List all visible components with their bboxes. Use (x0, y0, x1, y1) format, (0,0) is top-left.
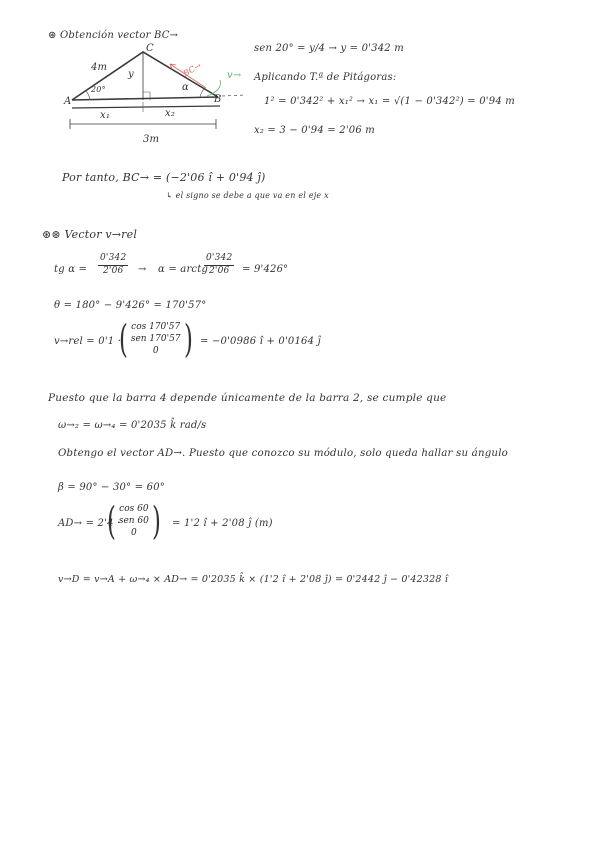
vertex-label-A: A (64, 96, 72, 107)
tg-alpha-numerator: 0'342 (98, 254, 128, 266)
angle-A-label: 20° (91, 85, 106, 94)
bc-result: Por tanto, BC→ = (−2'06 î + 0'94 ĵ) (62, 171, 266, 184)
vrel-component-z: 0 (152, 346, 159, 357)
angle-B-label: α (182, 82, 189, 93)
vrel-component-sen: sen 170'57 (130, 333, 181, 344)
side-length-label: 4m (91, 62, 108, 73)
x2-label: x₂ (165, 108, 176, 119)
section1-bullet: ⊛ (48, 30, 57, 41)
bc-sign-note: ↳ el signo se debe a que va en el eje x (166, 191, 329, 200)
dependency-sentence: Puesto que la barra 4 depende únicamente de la barra 2, se cumple que (48, 392, 447, 404)
vrel-column-vector: ( cos 170'57 sen 170'57 0 ) (118, 317, 193, 361)
height-label: y (128, 69, 134, 80)
tg-alpha-fraction (98, 254, 128, 277)
x-measure-line (72, 106, 220, 108)
pythagoras-equation: 1² = 0'342² + x₁² → x₁ = √(1 − 0'342²) = 0'94 m (264, 96, 515, 107)
vertex-label-B: B (214, 94, 222, 105)
ad-component-sen: sen 60 (118, 515, 149, 526)
arctg-result: = 9'426° (242, 264, 289, 275)
tg-alpha-left: tg α = (54, 264, 88, 275)
ad-left: AD→ = 2'4 · (58, 518, 121, 529)
v-vector-label: v→ (227, 70, 242, 81)
base-length-label: 3m (143, 134, 160, 145)
beta-equation: β = 90° − 30° = 60° (58, 482, 165, 493)
theta-equation: θ = 180° − 9'426° = 170'57° (54, 300, 207, 311)
ad-component-z: 0 (130, 528, 137, 539)
section2-heading (42, 229, 137, 241)
angle-arc-A (86, 91, 90, 100)
vrel-component-cos: cos 170'57 (131, 321, 181, 332)
base-extension (222, 95, 246, 96)
ad-result: = 1'2 î + 2'08 ĵ (m) (172, 518, 273, 529)
triangle-base (72, 97, 218, 100)
vd-equation: v→D = v→A + ω→₄ × AD→ = 0'2035 k̂ × (1'2 î + 2'08 ĵ) = 0'2442 ĵ − 0'42328 î (58, 574, 449, 585)
ad-component-cos: cos 60 (119, 503, 149, 514)
x1-label: x₁ (100, 110, 111, 121)
vertex-label-C: C (146, 43, 154, 54)
arctg-fraction (204, 254, 234, 277)
alpha-arrow: → (138, 264, 147, 275)
vrel-result: = −0'0986 î + 0'0164 ĵ (200, 336, 321, 347)
omega-equation: ω→₂ = ω→₄ = 0'2035 k̂ rad/s (58, 420, 207, 431)
bc-vector-label: BC→ (181, 60, 203, 79)
section1-title: Obtención vector BC→ (59, 30, 179, 41)
x2-equation: x₂ = 3 − 0'94 = 2'06 m (254, 125, 375, 136)
ad-vector-sentence: Obtengo el vector AD→. Puesto que conozco su módulo, solo queda hallar su ángulo (58, 448, 508, 459)
ad-column-vector: ( cos 60 sen 60 0 ) (106, 499, 161, 543)
sine-equation: sen 20° = y/4 → y = 0'342 m (254, 43, 404, 54)
section2-bullet: ⊛⊛ (42, 228, 61, 241)
section2-title: Vector v→rel (64, 228, 138, 241)
tg-alpha-denominator: 2'06 (102, 265, 124, 276)
vrel-left: v→rel = 0'1 · (54, 336, 122, 347)
arctg-numerator: 0'342 (204, 254, 234, 266)
arctg-left: α = arctg (158, 264, 209, 275)
pythagoras-intro: Aplicando T.ª de Pitágoras: (254, 72, 397, 83)
arctg-denominator: 2'06 (208, 265, 230, 276)
